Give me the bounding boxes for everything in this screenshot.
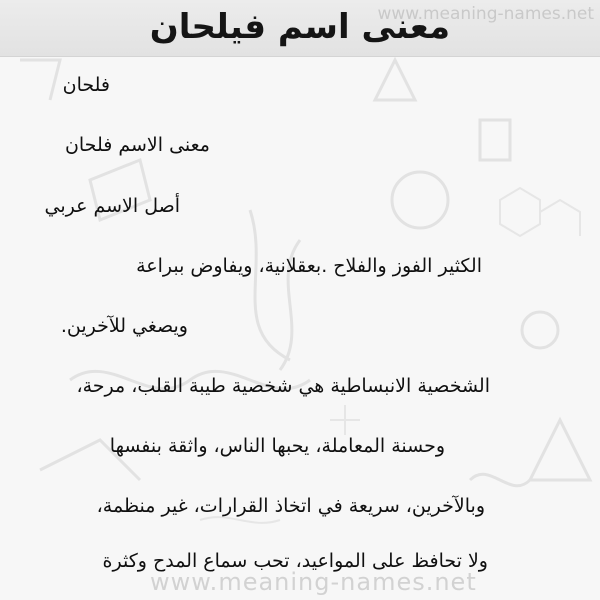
- line-desc-5: وبالآخرين، سريعة في اتخاذ القرارات، غير منظمة،: [96, 495, 485, 517]
- line-desc-2: ويصغي للآخرين.: [60, 315, 188, 337]
- line-meaning-heading: معنى الاسم فلحان: [64, 134, 210, 156]
- line-origin: أصل الاسم عربي: [44, 195, 180, 217]
- line-desc-3: الشخصية الانبساطية هي شخصية طيبة القلب، مرحة،: [76, 375, 490, 397]
- line-desc-4: وحسنة المعاملة، يحبها الناس، واثقة بنفسها: [109, 435, 445, 457]
- page-title: معنى اسم فيلحان: [149, 7, 450, 47]
- line-name: فلحان: [62, 74, 110, 96]
- watermark-bottom: www.meaning-names.net: [150, 568, 477, 596]
- line-desc-6: ولا تحافظ على المواعيد، تحب سماع المدح وكثرة: [102, 550, 488, 572]
- line-desc-1: الكثير الفوز والفلاح .بعقلانية، ويفاوض ببراعة: [136, 255, 482, 277]
- watermark-top: www.meaning-names.net: [377, 4, 594, 24]
